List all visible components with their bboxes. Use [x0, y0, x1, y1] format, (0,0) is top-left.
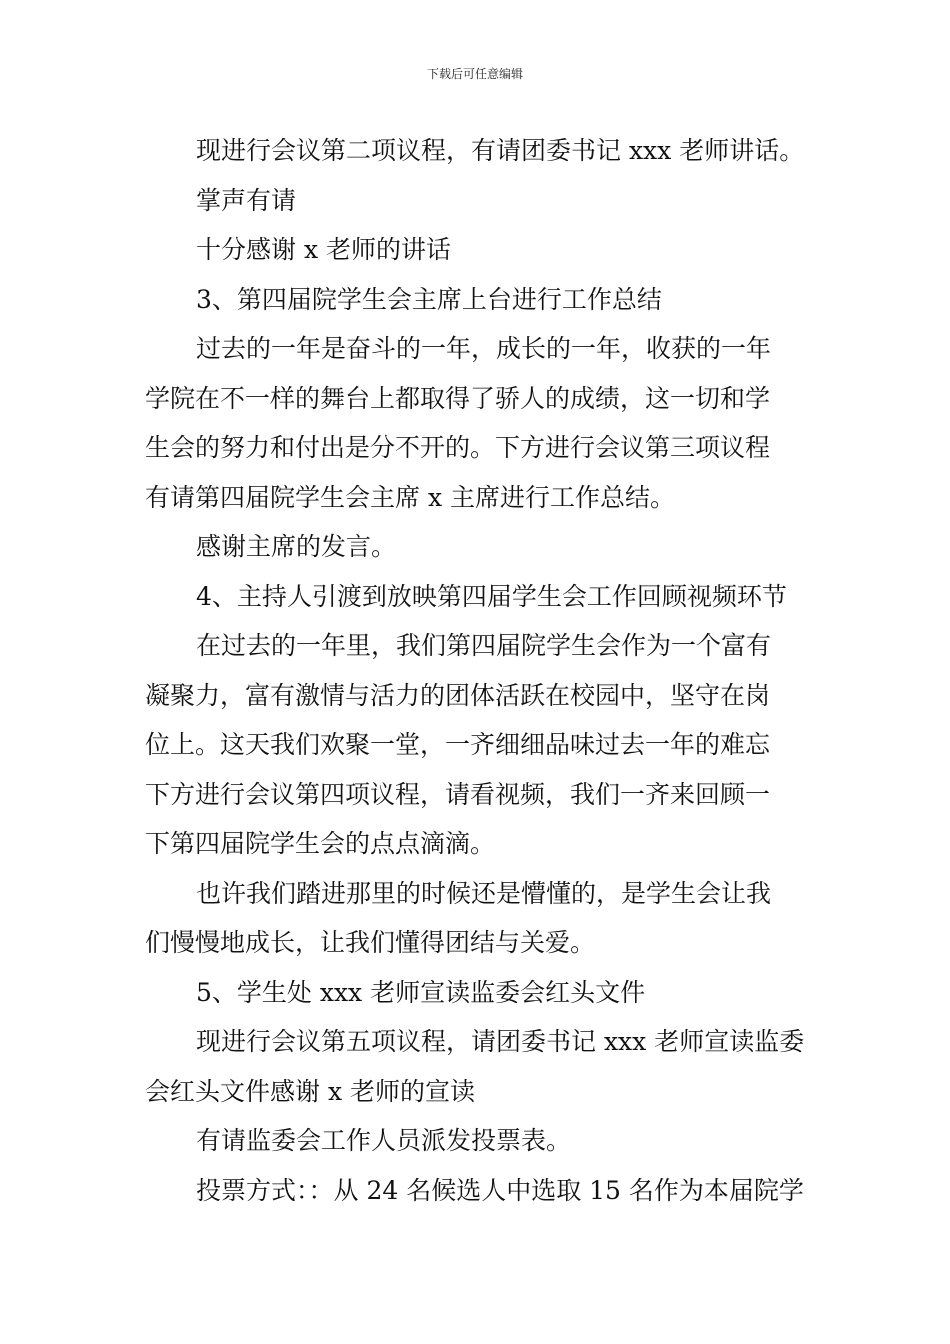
- text-line: 掌声有请: [196, 185, 297, 215]
- text-line: 4、主持人引渡到放映第四届学生会工作回顾视频环节: [196, 581, 787, 611]
- text-line: 过去的一年是奋斗的一年，成长的一年，收获的一年: [196, 334, 772, 363]
- text-line: 现进行会议第二项议程，有请团委书记 xxx 老师讲话。: [196, 136, 805, 165]
- text-line: 在过去的一年里，我们第四届院学生会作为一个富有: [196, 631, 772, 660]
- text-line: 下方进行会议第四项议程，请看视频，我们一齐来回顾一: [145, 779, 771, 809]
- document-body: [145, 126, 810, 1215]
- text-line: 十分感谢 x 老师的讲话: [196, 235, 451, 264]
- text-line: 下第四届院学生会的点点滴滴。: [145, 829, 496, 858]
- text-line: 学院在不一样的舞台上都取得了骄人的成绩，这一切和学: [145, 383, 771, 413]
- text-line: 投票方式：：从 24 名候选人中选取 15 名作为本届院学: [196, 1175, 804, 1205]
- text-line: 有请第四届院学生会主席 x 主席进行工作总结。: [145, 482, 675, 512]
- text-line: 凝聚力，富有激情与活力的团体活跃在校园中，坚守在岗: [145, 680, 771, 710]
- text-line: 3、第四届院学生会主席上台进行工作总结: [196, 284, 662, 314]
- text-line: 5、学生处 xxx 老师宣读监委会红头文件: [196, 977, 646, 1007]
- text-line: 现进行会议第五项议程，请团委书记 xxx 老师宣读监委: [196, 1027, 805, 1056]
- text-line: 感谢主席的发言。: [196, 532, 397, 561]
- text-line: 有请监委会工作人员派发投票表。: [196, 1126, 572, 1155]
- text-line: 位上。这天我们欢聚一堂，一齐细细品味过去一年的难忘: [145, 730, 771, 759]
- text-line: 生会的努力和付出是分不开的。下方进行会议第三项议程: [145, 433, 771, 462]
- text-line: 们慢慢地成长，让我们懂得团结与关爱。: [145, 928, 596, 957]
- text-line: 也许我们踏进那里的时候还是懵懂的，是学生会让我: [196, 878, 772, 908]
- page-header: 下载后可任意编辑: [426, 67, 523, 81]
- text-line: 会红头文件感谢 x 老师的宣读: [145, 1076, 475, 1106]
